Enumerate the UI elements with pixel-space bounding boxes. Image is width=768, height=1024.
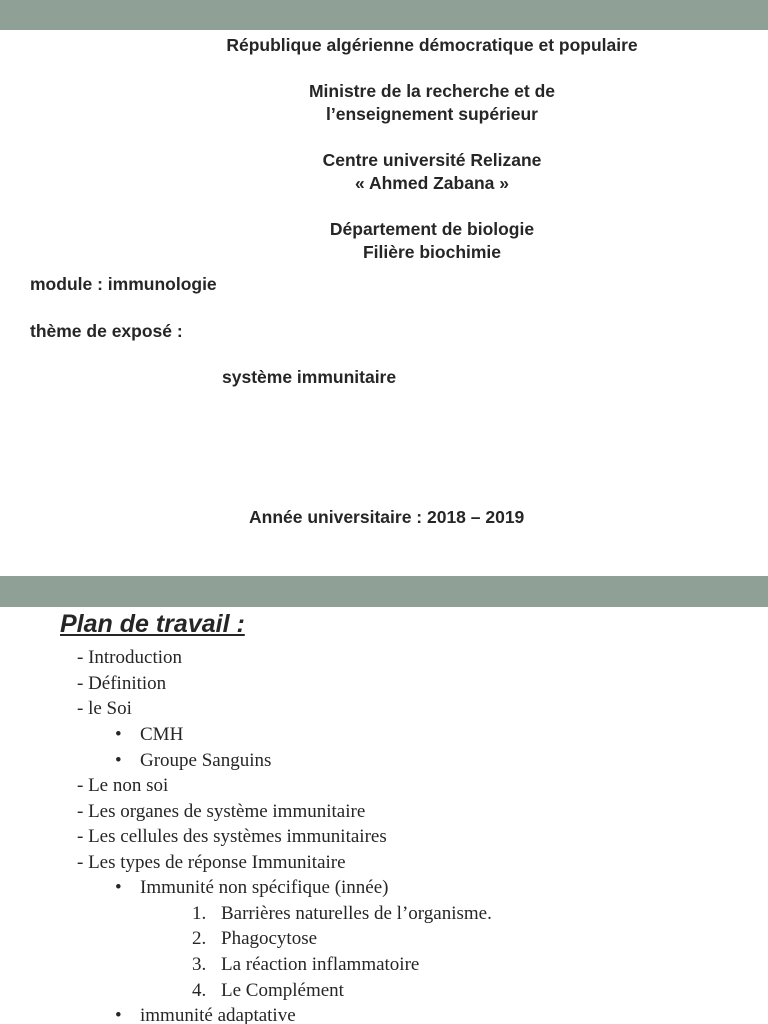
plan-subitem-label: Immunité non spécifique (innée) — [140, 877, 389, 898]
plan-subitem-label: CMH — [140, 724, 184, 745]
plan-item-introduction: - Introduction — [77, 647, 183, 668]
plan-numbered-label: Barrières naturelles de l’organisme. — [221, 903, 492, 924]
list-number: 4. — [192, 980, 207, 1001]
plan-numbered-item-4 — [192, 978, 344, 1003]
module-label: module : immunologie — [30, 274, 217, 294]
plan-item-organes: - Les organes de système immunitaire — [77, 801, 366, 822]
filiere-line: Filière biochimie — [362, 242, 502, 262]
list-number: 2. — [192, 928, 207, 949]
plan-subitem-label: Groupe Sanguins — [140, 750, 272, 771]
plan-subitem-label: immunité adaptative — [140, 1005, 296, 1024]
theme-title: système immunitaire — [222, 367, 397, 387]
plan-numbered-item-1 — [192, 901, 492, 926]
plan-item-definition: - Définition — [77, 673, 167, 694]
bullet-icon: • — [115, 724, 122, 745]
list-number: 3. — [192, 954, 207, 975]
plan-numbered-item-2 — [192, 926, 317, 951]
bullet-icon: • — [115, 877, 122, 898]
bullet-icon: • — [115, 1005, 122, 1024]
slide-divider-band — [0, 576, 768, 607]
department-line: Département de biologie — [329, 219, 535, 239]
plan-numbered-label: La réaction inflammatoire — [221, 954, 420, 975]
plan-subitem-groupe-sanguins — [115, 748, 271, 773]
center-line-1: Centre université Relizane — [322, 150, 542, 170]
center-line-2: « Ahmed Zabana » — [355, 173, 509, 193]
republic-line: République algérienne démocratique et populaire — [226, 35, 638, 55]
list-number: 1. — [192, 903, 207, 924]
ministry-line-2: l’enseignement supérieur — [325, 104, 538, 124]
plan-item-cellules: - Les cellules des systèmes immunitaires — [77, 826, 387, 847]
bullet-icon: • — [115, 750, 122, 771]
slide-top-band — [0, 0, 768, 30]
plan-item-types-reponse: - Les types de réponse Immunitaire — [77, 852, 346, 873]
plan-title: Plan de travail : — [60, 610, 245, 638]
plan-subitem-immunite-non-specifique — [115, 875, 389, 900]
plan-numbered-label: Phagocytose — [221, 928, 318, 949]
plan-numbered-item-3 — [192, 952, 419, 977]
academic-year: Année universitaire : 2018 – 2019 — [249, 507, 525, 527]
plan-subitem-immunite-adaptative — [115, 1003, 296, 1024]
plan-numbered-label: Le Complément — [221, 980, 344, 1001]
plan-item-non-soi: - Le non soi — [77, 775, 169, 796]
theme-label: thème de exposé : — [30, 321, 183, 341]
plan-item-soi: - le Soi — [77, 698, 132, 719]
plan-subitem-cmh — [115, 722, 183, 747]
ministry-line-1: Ministre de la recherche et de — [308, 81, 556, 101]
